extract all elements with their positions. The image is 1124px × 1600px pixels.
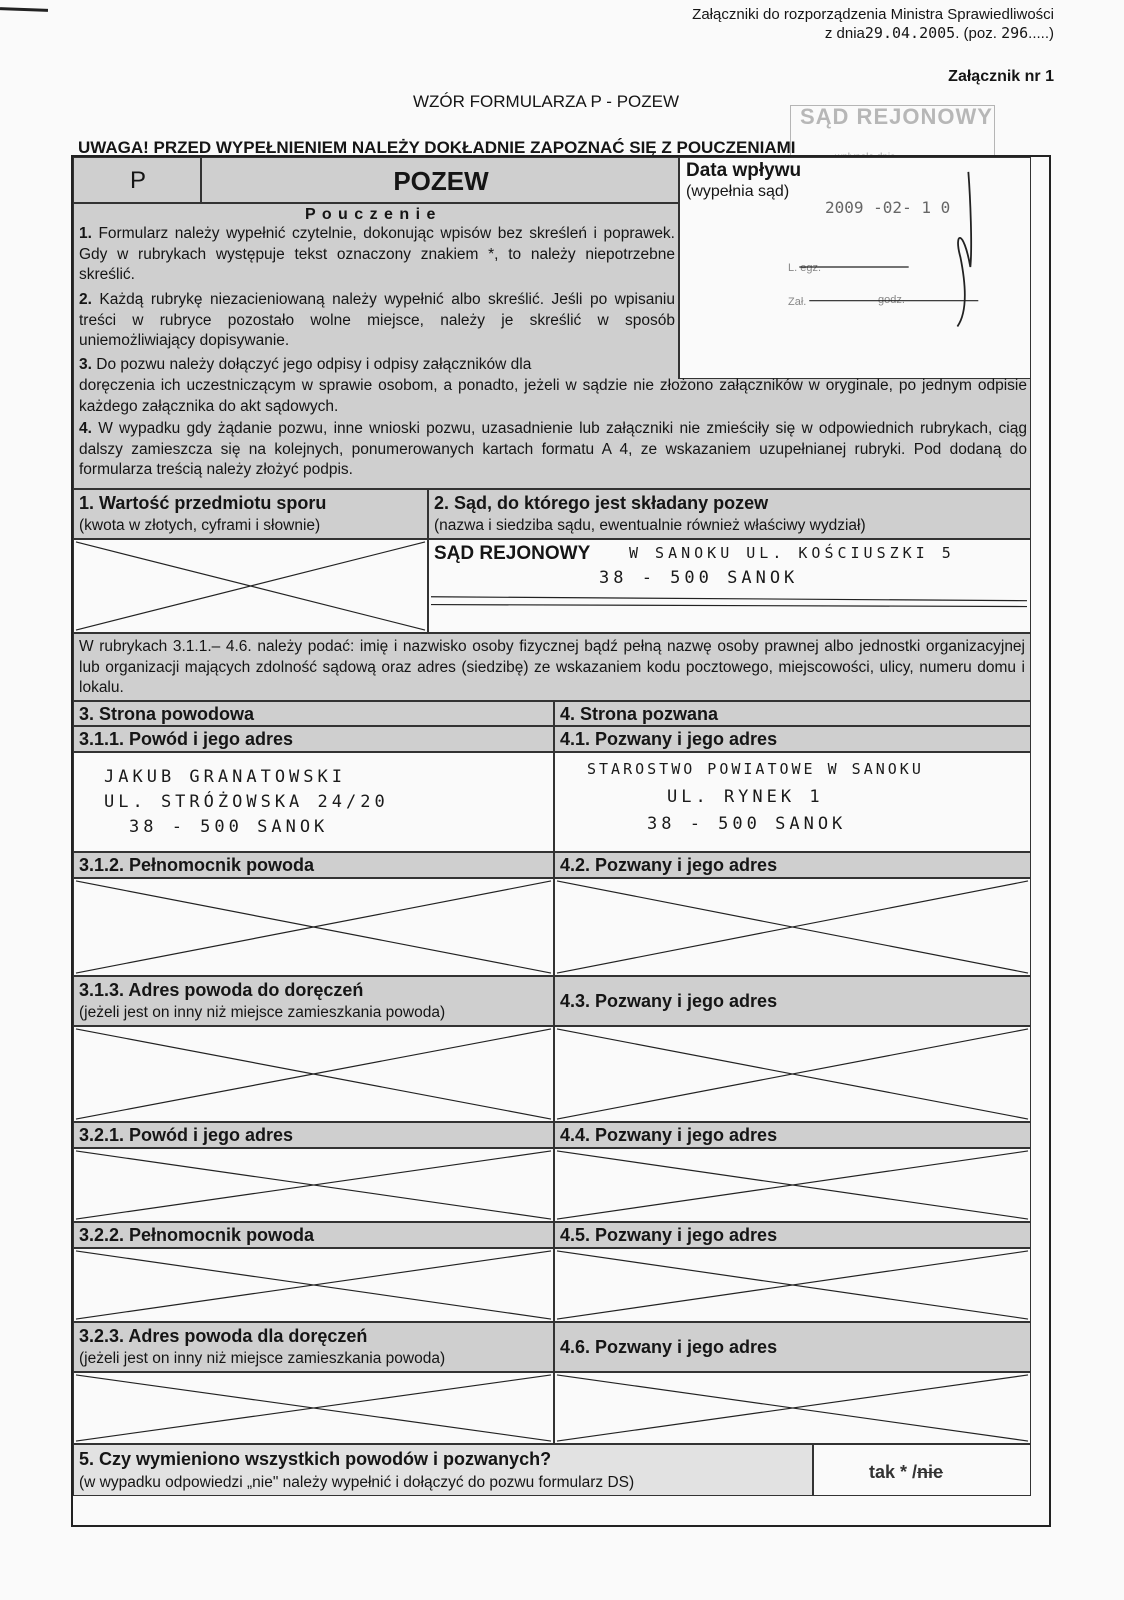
cross-out-mark <box>555 879 1030 975</box>
s45-header <box>554 1222 1031 1248</box>
court-address-hw-1: W SANOKU UL. KOŚCIUSZKI 5 <box>629 544 955 562</box>
cross-out-mark <box>555 1249 1030 1321</box>
s312-value-crossed <box>73 878 554 976</box>
s312-title: 3.1.2. Pełnomocnik powoda <box>79 855 315 875</box>
s41-title: 4.1. Pozwany i jego adres <box>560 729 778 749</box>
plaintiff-header <box>73 701 554 726</box>
form-name: POZEW <box>393 166 489 196</box>
s321-title: 3.2.1. Powód i jego adres <box>79 1125 294 1145</box>
form-code: P <box>129 167 146 194</box>
s311-header <box>73 726 554 752</box>
court-address-hw-2: 38 - 500 SANOK <box>599 568 799 588</box>
plaintiff-city-hw: 38 - 500 SANOK <box>129 817 329 837</box>
s323-sub: (jeżeli jest on inny niż miejsce zamieszkania powoda) <box>79 1350 446 1367</box>
s42-value-crossed <box>554 878 1031 976</box>
s46-title: 4.6. Pozwany i jego adres <box>560 1337 778 1357</box>
cross-out-mark <box>555 1149 1030 1221</box>
section-1-sub: (kwota w złotych, cyframi i słownie) <box>79 517 321 534</box>
s44-value-crossed <box>554 1148 1031 1222</box>
defendant-city-hw: 38 - 500 SANOK <box>647 814 847 834</box>
s43-value-crossed <box>554 1026 1031 1122</box>
receipt-label: Data wpływu <box>686 160 802 181</box>
regulation-line2: z dnia29.04.2005. (poz. 296.....) <box>824 24 1054 42</box>
strike-lines <box>429 540 1030 632</box>
s46-value-crossed <box>554 1372 1031 1444</box>
section-1-header <box>73 489 428 539</box>
cross-out-mark <box>74 1149 553 1221</box>
s45-value-crossed <box>554 1248 1031 1322</box>
s322-title: 3.2.2. Pełnomocnik powoda <box>79 1225 315 1245</box>
defendant-name-hw: STAROSTWO POWIATOWE W SANOKU <box>587 760 924 778</box>
s313-value-crossed <box>73 1026 554 1122</box>
s312-header <box>73 852 554 878</box>
s44-title: 4.4. Pozwany i jego adres <box>560 1125 778 1145</box>
instruction-3a: 3. Do pozwu należy dołączyć jego odpisy i odpisy załączników dla <box>79 356 532 373</box>
cross-out-mark <box>555 1373 1030 1443</box>
s43-title: 4.3. Pozwany i jego adres <box>560 991 778 1011</box>
defendant-title: 4. Strona pozwana <box>560 704 719 724</box>
s46-header <box>554 1322 1031 1372</box>
section-2-value <box>428 539 1031 633</box>
receipt-date-cell <box>679 157 1031 379</box>
s311-value <box>73 752 554 852</box>
scan-edge-mark <box>0 7 48 12</box>
s311-title: 3.1.1. Powód i jego adres <box>79 729 294 749</box>
s313-header <box>73 976 554 1026</box>
signature-scribble <box>680 158 1030 378</box>
instructions-heading: P o u c z e n i e <box>305 206 437 223</box>
stamp-attachments: Zał. <box>788 296 807 308</box>
form-frame <box>71 155 1051 1527</box>
receipt-sub: (wypełnia sąd) <box>686 183 790 200</box>
s42-title: 4.2. Pozwany i jego adres <box>560 855 778 875</box>
stamp-copies: L. egz. <box>788 262 822 274</box>
s323-value-crossed <box>73 1372 554 1444</box>
s41-value <box>554 752 1031 852</box>
section-1-value-crossed <box>73 539 428 633</box>
section-2-sub: (nazwa i siedziba sądu, ewentualnie również właściwy wydział) <box>434 517 866 534</box>
section-1-title: 1. Wartość przedmiotu sporu <box>79 493 327 513</box>
address-note <box>73 633 1031 701</box>
s41-header <box>554 726 1031 752</box>
s323-header <box>73 1322 554 1372</box>
plaintiff-name-hw: JAKUB GRANATOWSKI <box>104 767 346 787</box>
form-title-cell <box>201 157 679 203</box>
regulation-header <box>692 6 1054 43</box>
cross-out-mark <box>74 1027 553 1121</box>
s323-title: 3.2.3. Adres powoda dla doręczeń <box>79 1326 368 1346</box>
s322-value-crossed <box>73 1248 554 1322</box>
cross-out-mark <box>555 1027 1030 1121</box>
section-5-sub: (w wypadku odpowiedzi „nie" należy wypełnić i dołączyć do pozwu formularz DS) <box>79 1474 635 1491</box>
s43-header <box>554 976 1031 1026</box>
plaintiff-title: 3. Strona powodowa <box>79 704 255 724</box>
section-2-title: 2. Sąd, do którego jest składany pozew <box>434 493 769 513</box>
s313-title: 3.1.3. Adres powoda do doręczeń <box>79 980 364 1000</box>
s45-title: 4.5. Pozwany i jego adres <box>560 1225 778 1245</box>
s44-header <box>554 1122 1031 1148</box>
stamp-date: 2009 -02- 1 0 <box>825 198 951 217</box>
instruction-4: 4. W wypadku gdy żądanie pozwu, inne wnioski pozwu, uzasadnienie lub załączniki nie zmieściły się w odpowiednich rubrykach, ciąg dalszy zamieszcza się na kolejnych, ponumerowanych kartach formatu A 4, ze wskazaniem uzupełnianej rubryki. Pod dodaną do formularza treścią należy złożyć podpis. <box>79 420 1027 478</box>
defendant-street-hw: UL. RYNEK 1 <box>667 787 824 807</box>
plaintiff-street-hw: UL. STRÓŻOWSKA 24/20 <box>104 792 389 812</box>
warning-heading: UWAGA! PRZED WYPEŁNIENIEM NALEŻY DOKŁADNIE ZAPOZNAĆ SIĘ Z POUCZENIAMI <box>78 138 796 157</box>
s42-header <box>554 852 1031 878</box>
form-title: WZÓR FORMULARZA P - POZEW <box>413 92 680 111</box>
cross-out-mark <box>74 1373 553 1443</box>
section-5-question <box>73 1444 813 1496</box>
stamp-hour: godz. <box>878 294 905 306</box>
cross-out-mark <box>74 879 553 975</box>
cross-out-mark <box>74 1249 553 1321</box>
answer-text: tak * /nie <box>869 1462 944 1482</box>
regulation-line1: Załączniki do rozporządzenia Ministra Sprawiedliwości <box>692 6 1054 23</box>
answer-no: nie <box>917 1462 944 1482</box>
cross-out-mark <box>74 540 427 632</box>
attachment-number: Załącznik nr 1 <box>948 68 1054 85</box>
s313-sub: (jeżeli jest on inny niż miejsce zamieszkania powoda) <box>79 1004 446 1021</box>
defendant-header <box>554 701 1031 726</box>
stamp-court-name: SĄD REJONOWY <box>800 104 993 129</box>
regulation-date: 29.04.2005 <box>864 24 956 42</box>
s321-value-crossed <box>73 1148 554 1222</box>
instruction-3b: doręczenia ich uczestniczącym w sprawie osobom, a ponadto, jeżeli w sądzie nie złożono załączników w oryginale, po jednym odpisie każdego załącznika do akt sądowych. <box>79 377 1027 415</box>
instruction-2: 2. Każdą rubrykę niezacieniowaną należy wypełnić albo skreślić. Jeśli po wpisaniu treści w rubryce pozostało wolne miejsce, należy je skreślić w sposób uniemożliwiający dopisywanie. <box>79 291 675 349</box>
s322-header <box>73 1222 554 1248</box>
regulation-position: 296 <box>1001 24 1029 42</box>
court-name-printed: SĄD REJONOWY <box>434 543 591 564</box>
section-5-title: 5. Czy wymieniono wszystkich powodów i pozwanych? <box>79 1449 552 1469</box>
section-5-answer <box>813 1444 1031 1496</box>
address-note-text: W rubrykach 3.1.1.– 4.6. należy podać: imię i nazwisko osoby fizycznej bądź pełną nazwę osoby prawnej albo jednostki organizacyjnej lub organizacji mających zdolność sądową oraz adres (siedzibę) ze wskazaniem kodu pocztowego, miejscowości, ulicy, numeru domu i lokalu. <box>79 638 1025 696</box>
section-2-header <box>428 489 1031 539</box>
instruction-1: 1. Formularz należy wypełnić czytelnie, dokonując wpisów bez skreśleń i poprawek. Gdy w rubrykach występuje tekst oznaczony znakiem *, to należy niepotrzebne skreślić. <box>79 225 675 283</box>
s321-header <box>73 1122 554 1148</box>
form-code-cell <box>73 157 201 203</box>
answer-yes: tak * <box>869 1462 908 1482</box>
